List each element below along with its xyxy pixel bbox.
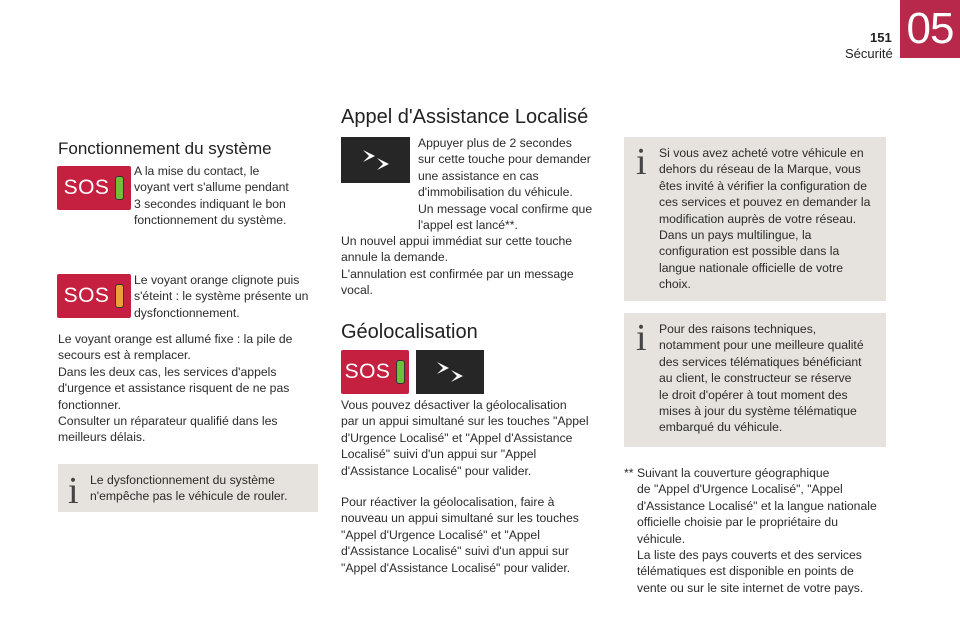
geo-disable-text: Vous pouvez désactiver la géolocalisation par un appui simultané sur les touches "Appel d'Urgence Localisé" et "Appel d'Assistance Localisé" suivi d'un appui sur "Appel d'Assistance Localisé" pour valider. (341, 398, 589, 478)
sos-label: SOS (344, 360, 391, 383)
footnote-text: Suivant la couverture géographique de "Appel d'Urgence Localisé", "Appel d'Assistance Localisé" et la langue nationale officielle choisie par le propriétaire du véhicule. La liste des pays couverts et des services télématiques est disponible en points de vente ou sur le site internet de votre pays. (637, 466, 877, 595)
info-box-malfunction (58, 464, 318, 512)
info-icon: i (636, 317, 647, 359)
chapter-tab: 05 (900, 0, 960, 58)
sos-button-orange (57, 274, 131, 318)
footnote-mark: ** (624, 466, 634, 480)
fixed-lamp-text: Le voyant orange est allumé fixe : la pile de secours est à remplacer. Dans les deux cas, les services d'appels d'urgence et assistance risquent de ne pas fonctionner. Consulter un réparateur qualifié dans les meilleurs délais. (58, 332, 293, 445)
info-text-updates: Pour des raisons techniques, notamment pour une meilleure qualité des services télématiques bénéficiant au client, le constructeur se réserve le droit d'opérer à tout moment des mises à jour du système télématique embarqué du véhicule. (659, 322, 864, 435)
ds-logo-icon (359, 146, 393, 174)
sos-label: SOS (63, 176, 110, 199)
assistance-button (341, 137, 410, 183)
info-icon: i (68, 470, 79, 512)
info-text-configuration: Si vous avez acheté votre véhicule en dehors du réseau de la Marque, vous êtes invité à vérifier la configuration de ces services et pouvez en demander la modification auprès de votre réseau. Dans un pays multilingue, la configuration est possible dans la langue nationale officielle de votre choix. (659, 146, 871, 292)
sos-label: SOS (63, 284, 110, 307)
section-title-geolocation: Géolocalisation (341, 321, 478, 343)
info-text-malfunction: Le dysfonctionnement du système n'empêche pas le véhicule de rouler. (90, 473, 288, 504)
green-lamp-icon (115, 176, 124, 200)
info-box-updates (624, 313, 886, 447)
geo-sos-button (341, 350, 409, 394)
geo-assistance-button (416, 350, 484, 394)
geo-enable-text: Pour réactiver la géolocalisation, faire à nouveau un appui simultané sur les touches "Appel d'Urgence Localisé" et "Appel d'Assistance Localisé" suivi d'un appui sur "Appel d'Assistance Localisé" pour valider. (341, 495, 579, 575)
green-lamp-text: A la mise du contact, le voyant vert s'allume pendant 3 secondes indiquant le bon fonctionnement du système. (134, 164, 289, 228)
ds-logo-icon (433, 358, 467, 386)
info-icon: i (636, 141, 647, 183)
section-label: Sécurité (845, 46, 893, 61)
press-text: Appuyer plus de 2 secondes sur cette touche pour demander une assistance en cas d'immobilisation du véhicule. Un message vocal confirme que l'appel est lancé**. (418, 136, 593, 233)
page-number: 151 (870, 30, 892, 45)
green-lamp-icon (396, 360, 405, 384)
sos-button-green (57, 166, 131, 210)
section-title-functioning: Fonctionnement du système (58, 139, 272, 158)
info-box-configuration (624, 137, 886, 301)
section-title-assistance: Appel d'Assistance Localisé (341, 106, 589, 128)
orange-lamp-text: Le voyant orange clignote puis s'éteint : le système présente un dysfonctionnement. (134, 273, 309, 320)
orange-lamp-icon (115, 284, 124, 308)
cancel-text: Un nouvel appui immédiat sur cette touche annule la demande. L'annulation est confirmée par un message vocal. (341, 234, 574, 298)
